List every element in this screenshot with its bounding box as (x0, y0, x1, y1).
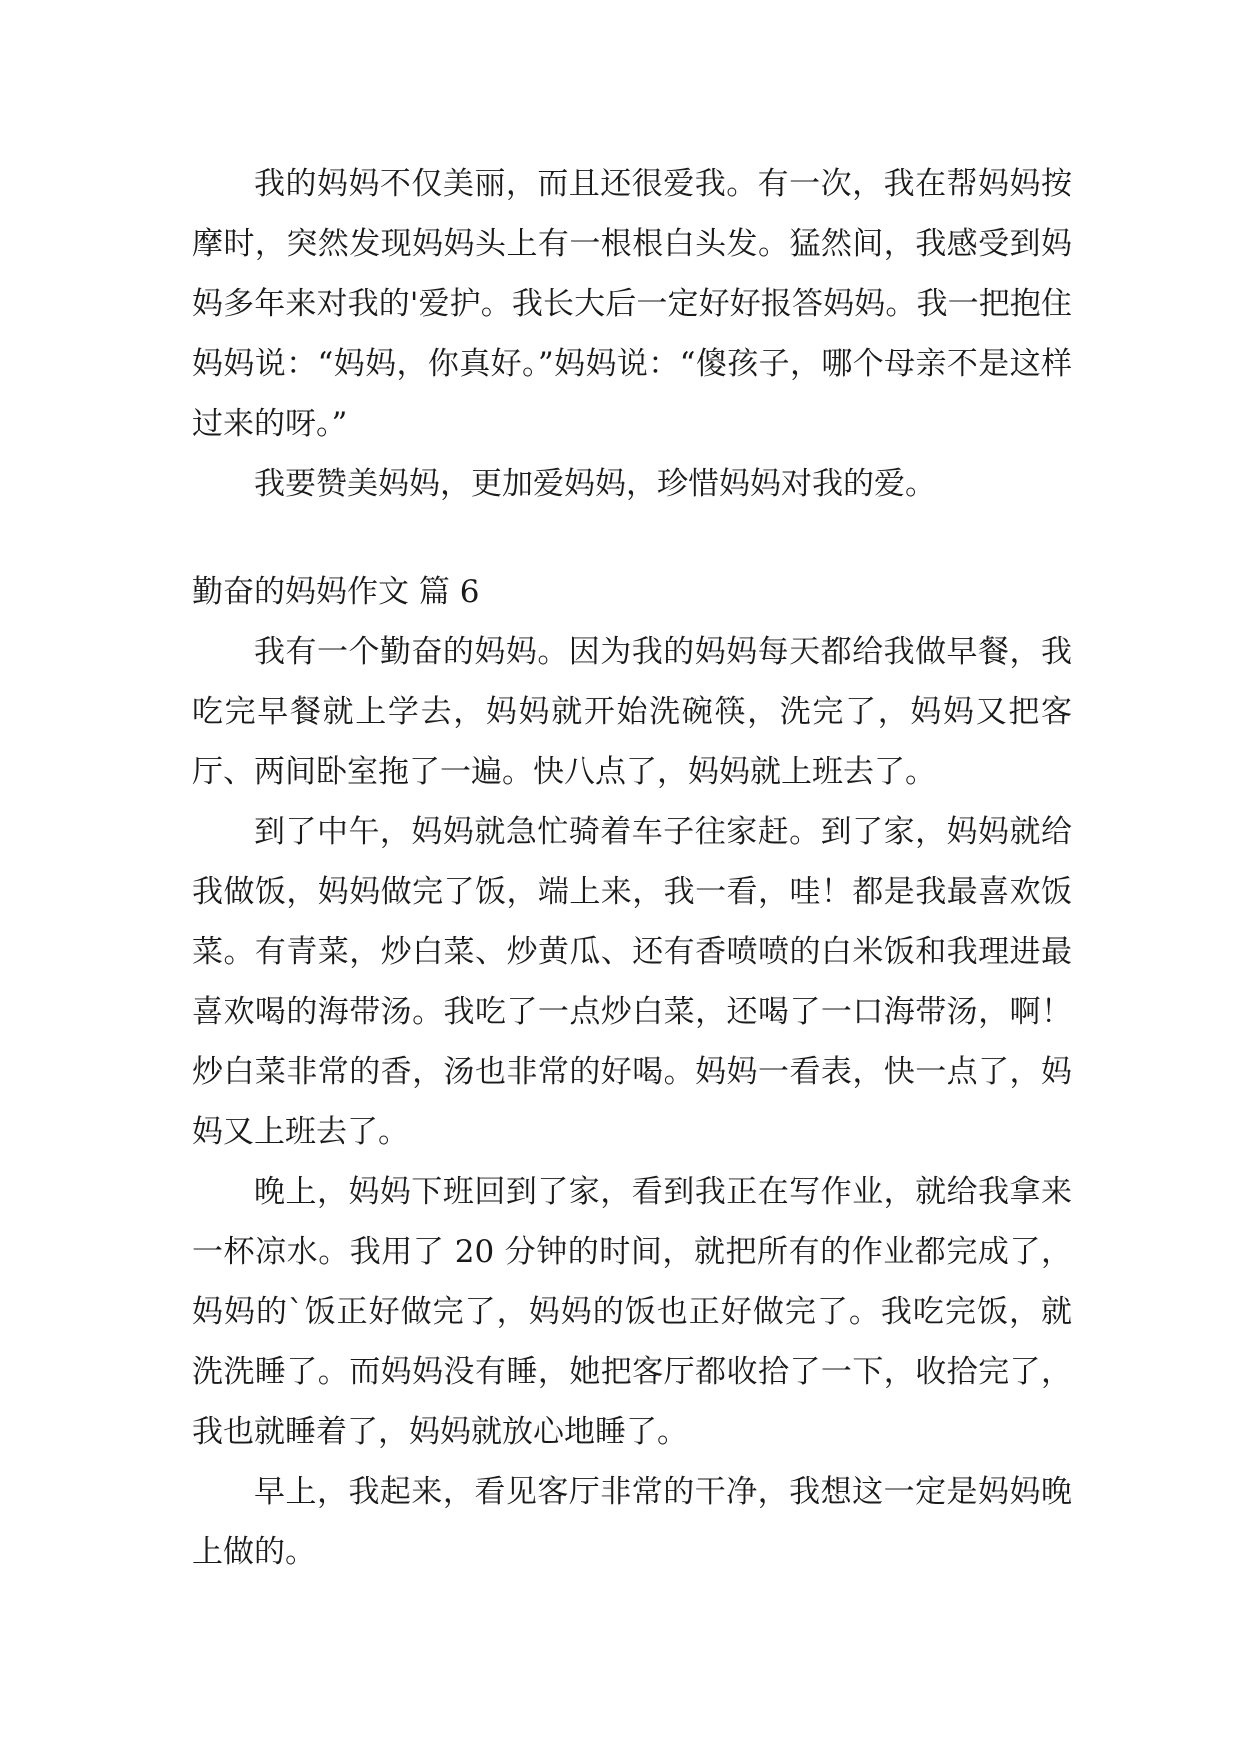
paragraph: 早上，我起来，看见客厅非常的干净，我想这一定是妈妈晚上做的。 (192, 1474, 1072, 1570)
section-title: 勤奋的妈妈作文 篇 6 (192, 574, 480, 610)
paragraph: 晚上，妈妈下班回到了家，看到我正在写作业，就给我拿来一杯凉水。我用了 20 分钟的时间，就把所有的作业都完成了，妈妈的`饭正好做完了，妈妈的饭也正好做完了。我吃完饭，就洗洗睡了。而妈妈没有睡，她把客厅都收拾了一下，收拾完了，我也就睡着了，妈妈就放心地睡了。 (192, 1174, 1072, 1450)
paragraph: 我有一个勤奋的妈妈。因为我的妈妈每天都给我做早餐，我吃完早餐就上学去，妈妈就开始洗碗筷，洗完了，妈妈又把客厅、两间卧室拖了一遍。快八点了，妈妈就上班去了。 (192, 634, 1072, 790)
paragraph: 我的妈妈不仅美丽，而且还很爱我。有一次，我在帮妈妈按摩时，突然发现妈妈头上有一根根白头发。猛然间，我感受到妈妈多年来对我的'爱护。我长大后一定好好报答妈妈。我一把抱住妈妈说：“妈妈，你真好。”妈妈说：“傻孩子，哪个母亲不是这样过来的呀。” (192, 166, 1072, 442)
section-6 (192, 562, 1072, 1582)
previous-section (192, 154, 1072, 514)
paragraph: 到了中午，妈妈就急忙骑着车子往家赶。到了家，妈妈就给我做饭，妈妈做完了饭，端上来，我一看，哇！都是我最喜欢饭菜。有青菜，炒白菜、炒黄瓜、还有香喷喷的白米饭和我理进最喜欢喝的海带汤。我吃了一点炒白菜，还喝了一口海带汤，啊！炒白菜非常的香，汤也非常的好喝。妈妈一看表，快一点了，妈妈又上班去了。 (192, 814, 1072, 1150)
paragraph: 我要赞美妈妈，更加爱妈妈，珍惜妈妈对我的爱。 (254, 466, 936, 502)
